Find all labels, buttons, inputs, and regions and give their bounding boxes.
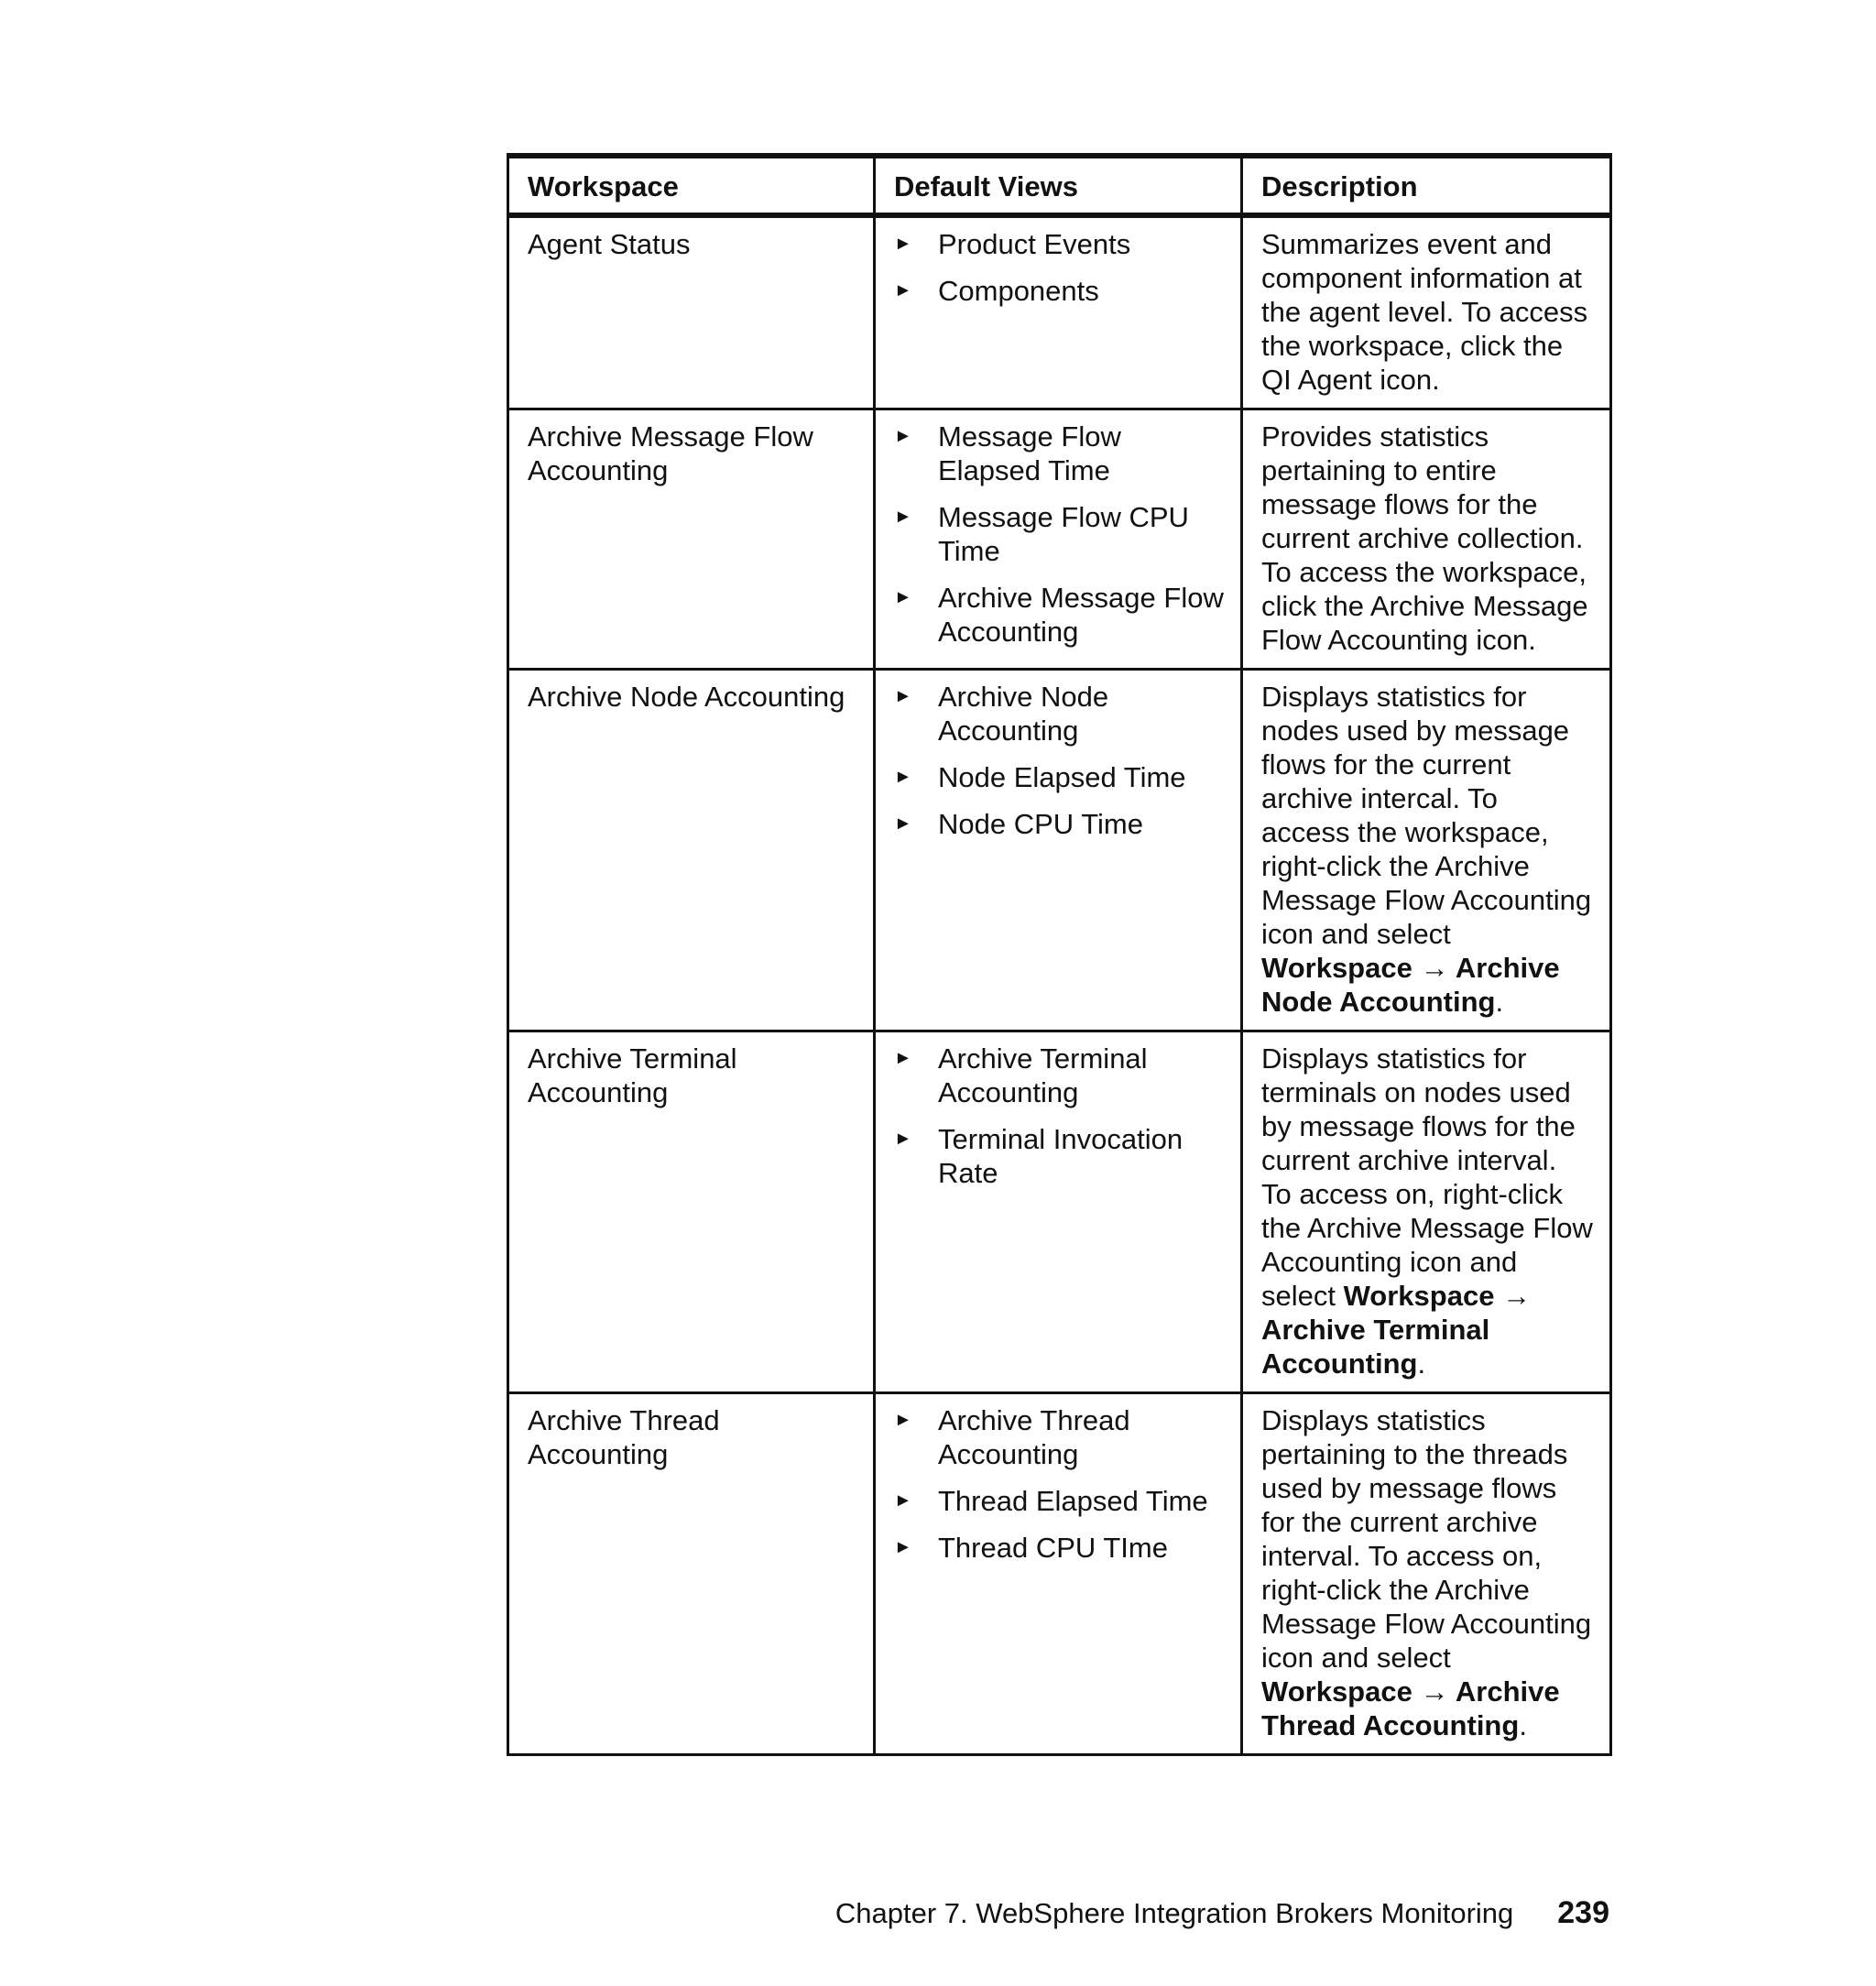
triangle-bullet-icon: ►: [894, 1410, 912, 1430]
list-item: [894, 1122, 1224, 1190]
description-cell: [1242, 409, 1611, 670]
triangle-bullet-icon: ►: [894, 1537, 912, 1557]
triangle-bullet-icon: ►: [894, 234, 912, 254]
triangle-bullet-icon: ►: [894, 280, 912, 300]
triangle-bullet-icon: ►: [894, 1048, 912, 1068]
table-row: [508, 215, 1611, 409]
list-item: [894, 807, 1224, 841]
view-name: Terminal Invocation Rate: [938, 1123, 1183, 1189]
triangle-bullet-icon: ►: [894, 813, 912, 834]
triangle-bullet-icon: ►: [894, 1129, 912, 1149]
header-default-views: Default Views: [875, 156, 1242, 215]
trailing-punctuation: .: [1417, 1348, 1426, 1380]
header-workspace: Workspace: [508, 156, 875, 215]
view-name: Archive Message Flow Accounting: [938, 582, 1224, 648]
description-cell: [1242, 1393, 1611, 1755]
list-item: [894, 420, 1224, 487]
list-item: [894, 680, 1224, 747]
triangle-bullet-icon: ►: [894, 587, 912, 607]
workspace-cell: Archive Thread Accounting: [508, 1393, 875, 1755]
table-body: [508, 215, 1611, 1755]
view-name: Archive Terminal Accounting: [938, 1042, 1148, 1108]
workspace-cell: Agent Status: [508, 215, 875, 409]
menu-path: Workspace → Archive Terminal Accounting: [1261, 1280, 1532, 1380]
default-views-cell: [875, 1031, 1242, 1393]
triangle-bullet-icon: ►: [894, 1490, 912, 1511]
view-name: Components: [938, 275, 1099, 307]
triangle-bullet-icon: ►: [894, 507, 912, 527]
views-list: [894, 227, 1224, 308]
view-name: Thread CPU TIme: [938, 1532, 1168, 1564]
triangle-bullet-icon: ►: [894, 426, 912, 446]
page-number: 239: [1557, 1895, 1609, 1930]
description-text: Provides statistics pertaining to entire message flows for the current archive collection. To access the workspace, click the Archive Message Flow Accounting icon.: [1261, 420, 1588, 656]
table-row: [508, 670, 1611, 1031]
views-list: [894, 420, 1224, 649]
views-list: [894, 1403, 1224, 1565]
view-name: Thread Elapsed Time: [938, 1485, 1208, 1517]
menu-path: Workspace → Archive Node Accounting: [1261, 952, 1560, 1018]
view-name: Node CPU Time: [938, 808, 1143, 840]
list-item: [894, 581, 1224, 649]
workspace-cell: Archive Node Accounting: [508, 670, 875, 1031]
description-text: Displays statistics for terminals on nodes used by message flows for the current archive interval. To access on, right-click the Archive Message Flow Accounting icon and select: [1261, 1042, 1593, 1312]
list-item: [894, 1484, 1224, 1518]
list-item: [894, 760, 1224, 794]
table-row: [508, 409, 1611, 670]
list-item: [894, 274, 1224, 308]
menu-path: Workspace → Archive Thread Accounting: [1261, 1675, 1560, 1741]
list-item: [894, 1042, 1224, 1109]
list-item: [894, 227, 1224, 261]
view-name: Archive Thread Accounting: [938, 1404, 1130, 1470]
views-list: [894, 680, 1224, 841]
view-name: Message Flow Elapsed Time: [938, 420, 1121, 486]
description-cell: [1242, 670, 1611, 1031]
chapter-title: Chapter 7. WebSphere Integration Brokers Monitoring: [834, 1897, 1514, 1929]
default-views-cell: [875, 1393, 1242, 1755]
default-views-cell: [875, 215, 1242, 409]
table-row: [508, 1393, 1611, 1755]
views-list: [894, 1042, 1224, 1190]
description-text: Summarizes event and component information at the agent level. To access the workspace, click the QI Agent icon.: [1261, 228, 1588, 396]
view-name: Archive Node Accounting: [938, 681, 1109, 747]
trailing-punctuation: .: [1495, 986, 1504, 1018]
list-item: [894, 1531, 1224, 1565]
view-name: Message Flow CPU Time: [938, 501, 1189, 567]
trailing-punctuation: .: [1519, 1709, 1527, 1741]
workspace-cell: Archive Terminal Accounting: [508, 1031, 875, 1393]
workspace-table: [507, 153, 1612, 1756]
default-views-cell: [875, 670, 1242, 1031]
description-cell: [1242, 215, 1611, 409]
description-text: Displays statistics for nodes used by message flows for the current archive intercal. To access the workspace, right-click the Archive Message Flow Accounting icon and select: [1261, 681, 1592, 950]
triangle-bullet-icon: ►: [894, 686, 912, 706]
list-item: [894, 500, 1224, 568]
header-description: Description: [1242, 156, 1611, 215]
page-footer: [0, 1894, 1609, 1932]
triangle-bullet-icon: ►: [894, 767, 912, 787]
view-name: Node Elapsed Time: [938, 761, 1186, 793]
view-name: Product Events: [938, 228, 1131, 260]
workspace-cell: Archive Message Flow Accounting: [508, 409, 875, 670]
table-row: [508, 1031, 1611, 1393]
table-header-row: [508, 156, 1611, 215]
list-item: [894, 1403, 1224, 1471]
description-text: Displays statistics pertaining to the threads used by message flows for the current archive interval. To access on, right-click the Archive Message Flow Accounting icon and select: [1261, 1404, 1592, 1674]
description-cell: [1242, 1031, 1611, 1393]
default-views-cell: [875, 409, 1242, 670]
